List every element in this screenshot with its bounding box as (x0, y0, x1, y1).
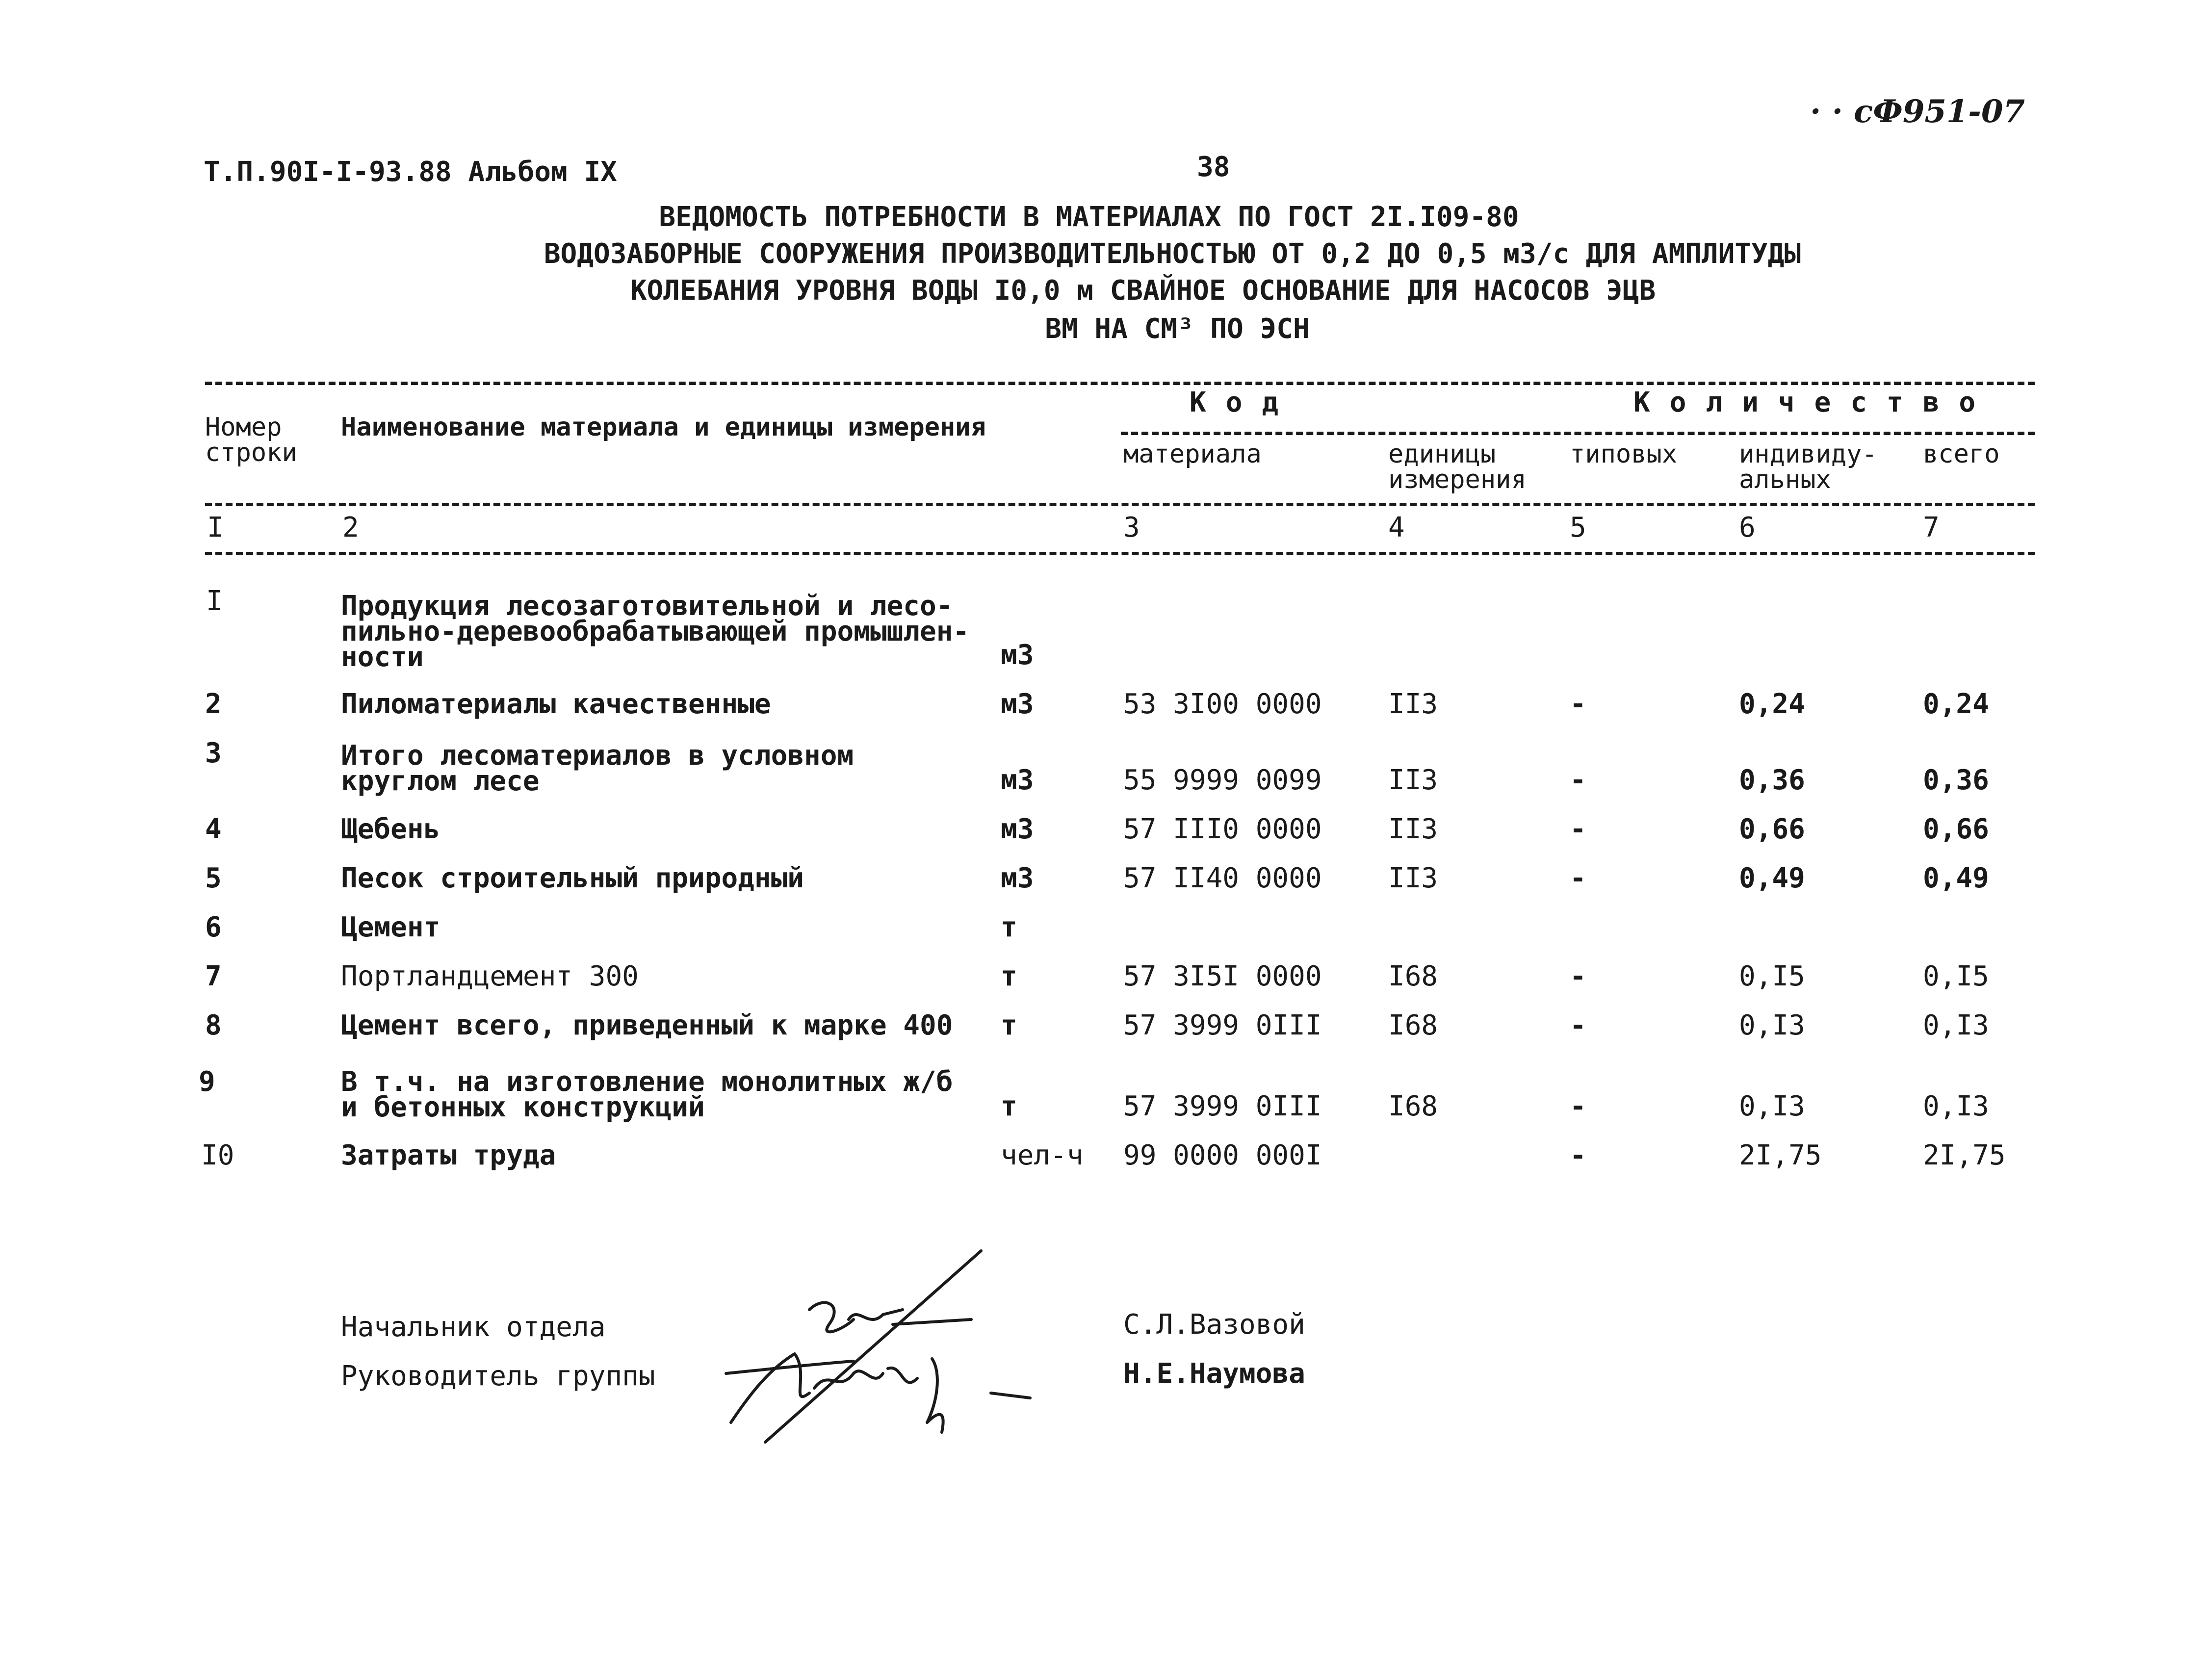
row-unit: т (1001, 960, 1017, 992)
col-header-material-code: материала (1123, 439, 1262, 469)
row-typical: - (1570, 960, 1586, 992)
row-name-line: пильно-деревообрабатывающей промышлен- (341, 616, 970, 647)
row-unit-code: II3 (1388, 813, 1438, 845)
col-header-individual-line-1: индивиду- (1739, 439, 1877, 469)
row-unit: м3 (1001, 813, 1034, 845)
row-material-code: 57 3999 0III (1123, 1090, 1322, 1122)
group-header-quantity: Количество (1633, 387, 1995, 418)
col-header-row-number-line-1: Номер (205, 413, 282, 442)
row-number: 9 (199, 1066, 215, 1098)
rule-group-split (1121, 432, 2035, 435)
row-number: 2 (205, 688, 222, 720)
row-number: 6 (205, 911, 222, 943)
row-unit-code: II3 (1388, 688, 1438, 720)
row-total: 0,36 (1923, 764, 1989, 796)
row-total: 2I,75 (1923, 1139, 2006, 1171)
col-header-total: всего (1923, 439, 2000, 469)
row-material-code: 57 III0 0000 (1123, 813, 1322, 845)
row-total: 0,24 (1923, 688, 1989, 720)
col-header-name: Наименование материала и единицы измерения (341, 413, 986, 442)
row-individual: 0,49 (1739, 862, 1805, 894)
row-material-code: 99 0000 000I (1123, 1139, 1322, 1171)
row-name (341, 740, 854, 797)
col-header-typical: типовых (1570, 439, 1678, 469)
row-individual: 0,I5 (1739, 960, 1805, 992)
row-total: 0,I3 (1923, 1090, 1989, 1122)
row-name (341, 590, 970, 673)
row-name: Цемент всего, приведенный к марке 400 (341, 1009, 953, 1041)
row-unit: м3 (1001, 764, 1034, 796)
row-number: 3 (205, 737, 222, 769)
row-individual: 0,24 (1739, 688, 1805, 720)
row-name: Цемент (341, 911, 440, 943)
row-individual: 0,36 (1739, 764, 1805, 796)
row-material-code: 53 3I00 0000 (1123, 688, 1322, 720)
row-material-code: 57 3I5I 0000 (1123, 960, 1322, 992)
row-number: 8 (205, 1009, 222, 1041)
row-name: Портландцемент 300 (341, 960, 639, 992)
handwritten-signature (697, 1246, 1050, 1452)
row-number: 7 (205, 960, 222, 992)
row-name-line: Продукция лесозаготовительной и лесо- (341, 590, 953, 622)
col-header-individual-line-2: альных (1739, 465, 1831, 494)
title-line-2: ВОДОЗАБОРНЫЕ СООРУЖЕНИЯ ПРОИЗВОДИТЕЛЬНОСТЬЮ ОТ 0,2 ДО 0,5 м3/с ДЛЯ АМПЛИТУДЫ (544, 238, 1801, 270)
rule-header-bottom (205, 503, 2035, 506)
signature-role: Начальник отдела (341, 1311, 606, 1343)
col-header-unit-code (1388, 441, 1527, 492)
col-header-row-number-line-2: строки (205, 438, 297, 467)
column-number: 3 (1123, 512, 1140, 543)
document-reference: Т.П.90I-I-93.88 Альбом IX (204, 156, 617, 188)
page-number: 38 (1197, 151, 1230, 183)
row-total: 0,I5 (1923, 960, 1989, 992)
row-number: I (206, 585, 223, 617)
title-line-4: ВМ НА СМ³ ПО ЭСН (1045, 313, 1310, 345)
signature-name: С.Л.Вазовой (1123, 1309, 1305, 1341)
col-header-row-number (205, 414, 297, 465)
row-material-code: 57 II40 0000 (1123, 862, 1322, 894)
row-total: 0,66 (1923, 813, 1989, 845)
column-number: 6 (1739, 512, 1756, 543)
row-typical: - (1570, 1139, 1586, 1171)
row-number: 4 (205, 813, 222, 845)
row-total: 0,I3 (1923, 1009, 1989, 1041)
row-unit: м3 (1001, 862, 1034, 894)
row-name: Затраты труда (341, 1139, 556, 1171)
row-number: I0 (201, 1139, 234, 1171)
col-header-unit-code-line-1: единицы (1388, 439, 1496, 469)
row-individual: 2I,75 (1739, 1139, 1822, 1171)
row-name-line: В т.ч. на изготовление монолитных ж/б (341, 1066, 953, 1098)
row-typical: - (1570, 1090, 1586, 1122)
title-line-3: КОЛЕБАНИЯ УРОВНЯ ВОДЫ I0,0 м СВАЙНОЕ ОСНОВАНИЕ ДЛЯ НАСОСОВ ЭЦВ (630, 275, 1656, 307)
row-unit: м3 (1001, 688, 1034, 720)
row-name: Щебень (341, 813, 440, 845)
title-line-1: ВЕДОМОСТЬ ПОТРЕБНОСТИ В МАТЕРИАЛАХ ПО ГОСТ 2I.I09-80 (659, 201, 1519, 233)
row-typical: - (1570, 1009, 1586, 1041)
row-individual: 0,I3 (1739, 1009, 1805, 1041)
row-typical: - (1570, 764, 1586, 796)
rule-colnum-bottom (205, 552, 2035, 555)
row-material-code: 57 3999 0III (1123, 1009, 1322, 1041)
row-typical: - (1570, 813, 1586, 845)
row-name-line: и бетонных конструкций (341, 1091, 705, 1123)
row-unit: т (1001, 911, 1017, 943)
row-name-line: ности (341, 641, 424, 673)
row-name: Песок строительный природный (341, 862, 804, 894)
row-material-code: 55 9999 0099 (1123, 764, 1322, 796)
row-unit: т (1001, 1090, 1017, 1122)
row-name: Пиломатериалы качественные (341, 688, 771, 720)
row-unit-code: II3 (1388, 764, 1438, 796)
row-name-line: круглом лесе (341, 765, 540, 797)
group-header-code: Код (1190, 387, 1298, 418)
column-number: 7 (1923, 512, 1940, 543)
column-number: I (207, 512, 224, 543)
signature-role: Руководитель группы (341, 1360, 655, 1392)
row-total: 0,49 (1923, 862, 1989, 894)
signature-name: Н.Е.Наумова (1123, 1358, 1305, 1390)
col-header-individual (1739, 441, 1877, 492)
corner-code: · · сФ951-07 (1810, 93, 2025, 130)
column-number: 2 (342, 512, 359, 543)
row-unit: т (1001, 1009, 1017, 1041)
row-unit-code: I68 (1388, 960, 1438, 992)
row-number: 5 (205, 862, 222, 894)
row-unit: чел-ч (1001, 1139, 1084, 1171)
row-typical: - (1570, 688, 1586, 720)
col-header-unit-code-line-2: измерения (1388, 465, 1527, 494)
column-number: 4 (1388, 512, 1405, 543)
column-number: 5 (1570, 512, 1586, 543)
rule-top (205, 382, 2035, 385)
row-typical: - (1570, 862, 1586, 894)
row-individual: 0,66 (1739, 813, 1805, 845)
row-unit-code: I68 (1388, 1009, 1438, 1041)
row-name (341, 1066, 953, 1123)
row-name-line: Итого лесоматериалов в условном (341, 740, 854, 772)
row-unit-code: I68 (1388, 1090, 1438, 1122)
row-individual: 0,I3 (1739, 1090, 1805, 1122)
row-unit-code: II3 (1388, 862, 1438, 894)
row-unit: м3 (1001, 639, 1034, 671)
